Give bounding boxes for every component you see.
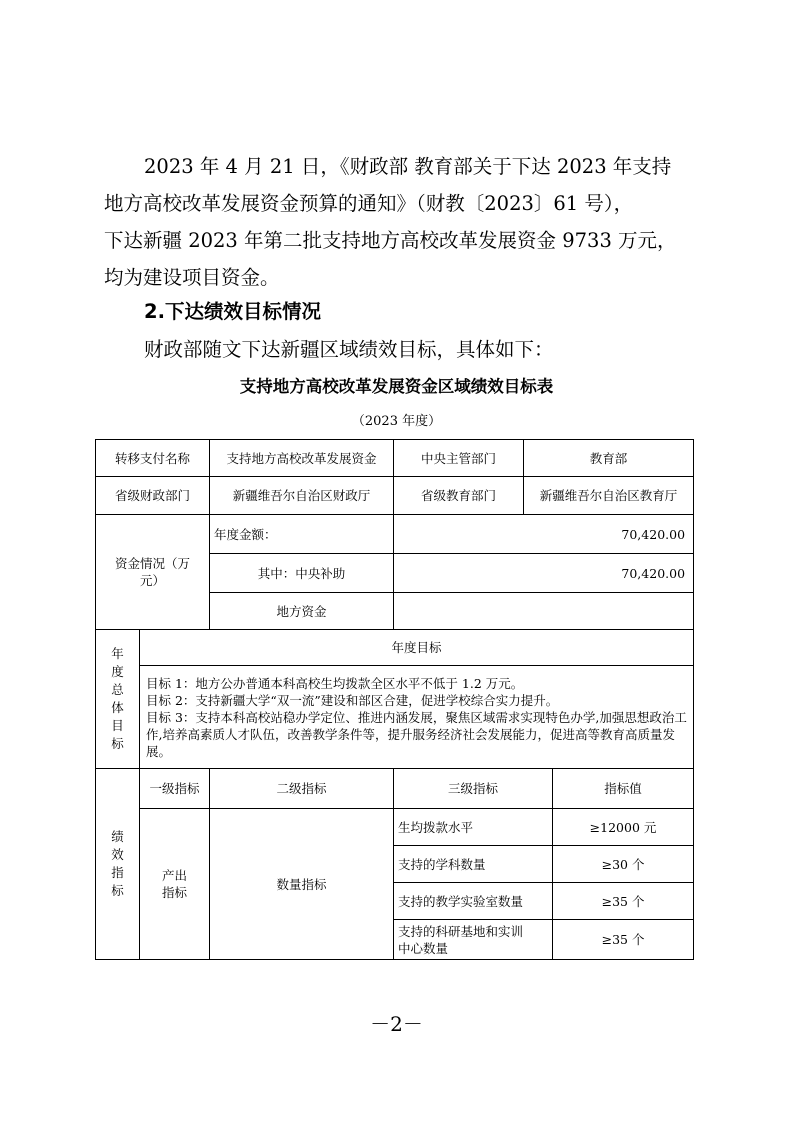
central-dept-value: 教育部 [524, 440, 694, 477]
page-number: －2－ [370, 1012, 423, 1036]
annual-goals-header: 年度目标 [140, 630, 694, 666]
table-title: 支持地方高校改革发展资金区域绩效目标表 [239, 377, 554, 396]
annual-goals-content [140, 666, 694, 769]
indicator-value: ≥30 个 [553, 846, 694, 883]
table-row [96, 809, 694, 846]
indicator-name: 支持的教学实验室数量 [394, 883, 553, 920]
annual-amount-value: 70,420.00 [394, 515, 694, 554]
local-funds-label: 地方资金 [210, 593, 394, 630]
central-subsidy-value: 70,420.00 [394, 554, 694, 593]
indicator-name: 支持的学科数量 [394, 846, 553, 883]
level3-header: 三级指标 [394, 769, 553, 809]
annual-goals-label: 年度总体目标 [96, 630, 140, 769]
annual-amount-label: 年度金额： [210, 515, 394, 554]
level2-header: 二级指标 [210, 769, 394, 809]
table-row [96, 440, 694, 477]
table-row [96, 630, 694, 666]
indicator-value: ≥35 个 [553, 883, 694, 920]
funds-label: 资金情况（万元） [96, 515, 210, 630]
education-dept-label: 省级教育部门 [394, 477, 524, 515]
level2-value: 数量指标 [210, 809, 394, 960]
goal-item: 目标 2：支持新疆大学“双一流”建设和部区合建，促进学校综合实力提升。 [146, 692, 559, 708]
indicator-name: 支持的科研基地和实训中心数量 [394, 920, 553, 960]
indicators-label: 绩效指标 [96, 769, 140, 960]
goal-item: 目标 3：支持本科高校站稳办学定位、推进内涵发展，聚焦区域需求实现特色办学,加强思想政治工作,培养高素质人才队伍，改善教学条件等，提升服务经济社会发展能力，促进高等教育高质量发展。 [146, 709, 687, 759]
transfer-name-label: 转移支付名称 [96, 440, 210, 477]
lead-text: 财政部随文下达新疆区域绩效目标，具体如下： [144, 338, 554, 361]
table-row [96, 769, 694, 809]
intro-paragraph [104, 148, 694, 296]
level1-header: 一级指标 [140, 769, 210, 809]
transfer-name-value: 支持地方高校改革发展资金 [210, 440, 394, 477]
paragraph-line: 均为建设项目资金。 [104, 266, 280, 289]
paragraph-line: 2023 年 4 月 21 日，《财政部 教育部关于下达 2023 年支持 [144, 155, 672, 178]
value-header: 指标值 [553, 769, 694, 809]
level1-value: 产出指标 [140, 809, 210, 960]
section-heading: 2.下达绩效目标情况 [144, 300, 321, 323]
indicator-value: ≥35 个 [553, 920, 694, 960]
table-row [96, 515, 694, 554]
indicator-value: ≥12000 元 [553, 809, 694, 846]
local-funds-value [394, 593, 694, 630]
finance-dept-value: 新疆维吾尔自治区财政厅 [210, 477, 394, 515]
paragraph-line: 地方高校改革发展资金预算的通知》（财教〔2023〕61 号）， [104, 192, 634, 215]
paragraph-line: 下达新疆 2023 年第二批支持地方高校改革发展资金 9733 万元， [104, 229, 677, 252]
education-dept-value: 新疆维吾尔自治区教育厅 [524, 477, 694, 515]
finance-dept-label: 省级财政部门 [96, 477, 210, 515]
table-year: （2023 年度） [351, 414, 442, 429]
performance-goals-table [95, 439, 694, 960]
central-dept-label: 中央主管部门 [394, 440, 524, 477]
table-row [96, 666, 694, 769]
central-subsidy-label: 其中：中央补助 [210, 554, 394, 593]
indicator-name: 生均拨款水平 [394, 809, 553, 846]
table-row [96, 477, 694, 515]
goal-item: 目标 1：地方公办普通本科高校生均拨款全区水平不低于 1.2 万元。 [146, 675, 524, 691]
